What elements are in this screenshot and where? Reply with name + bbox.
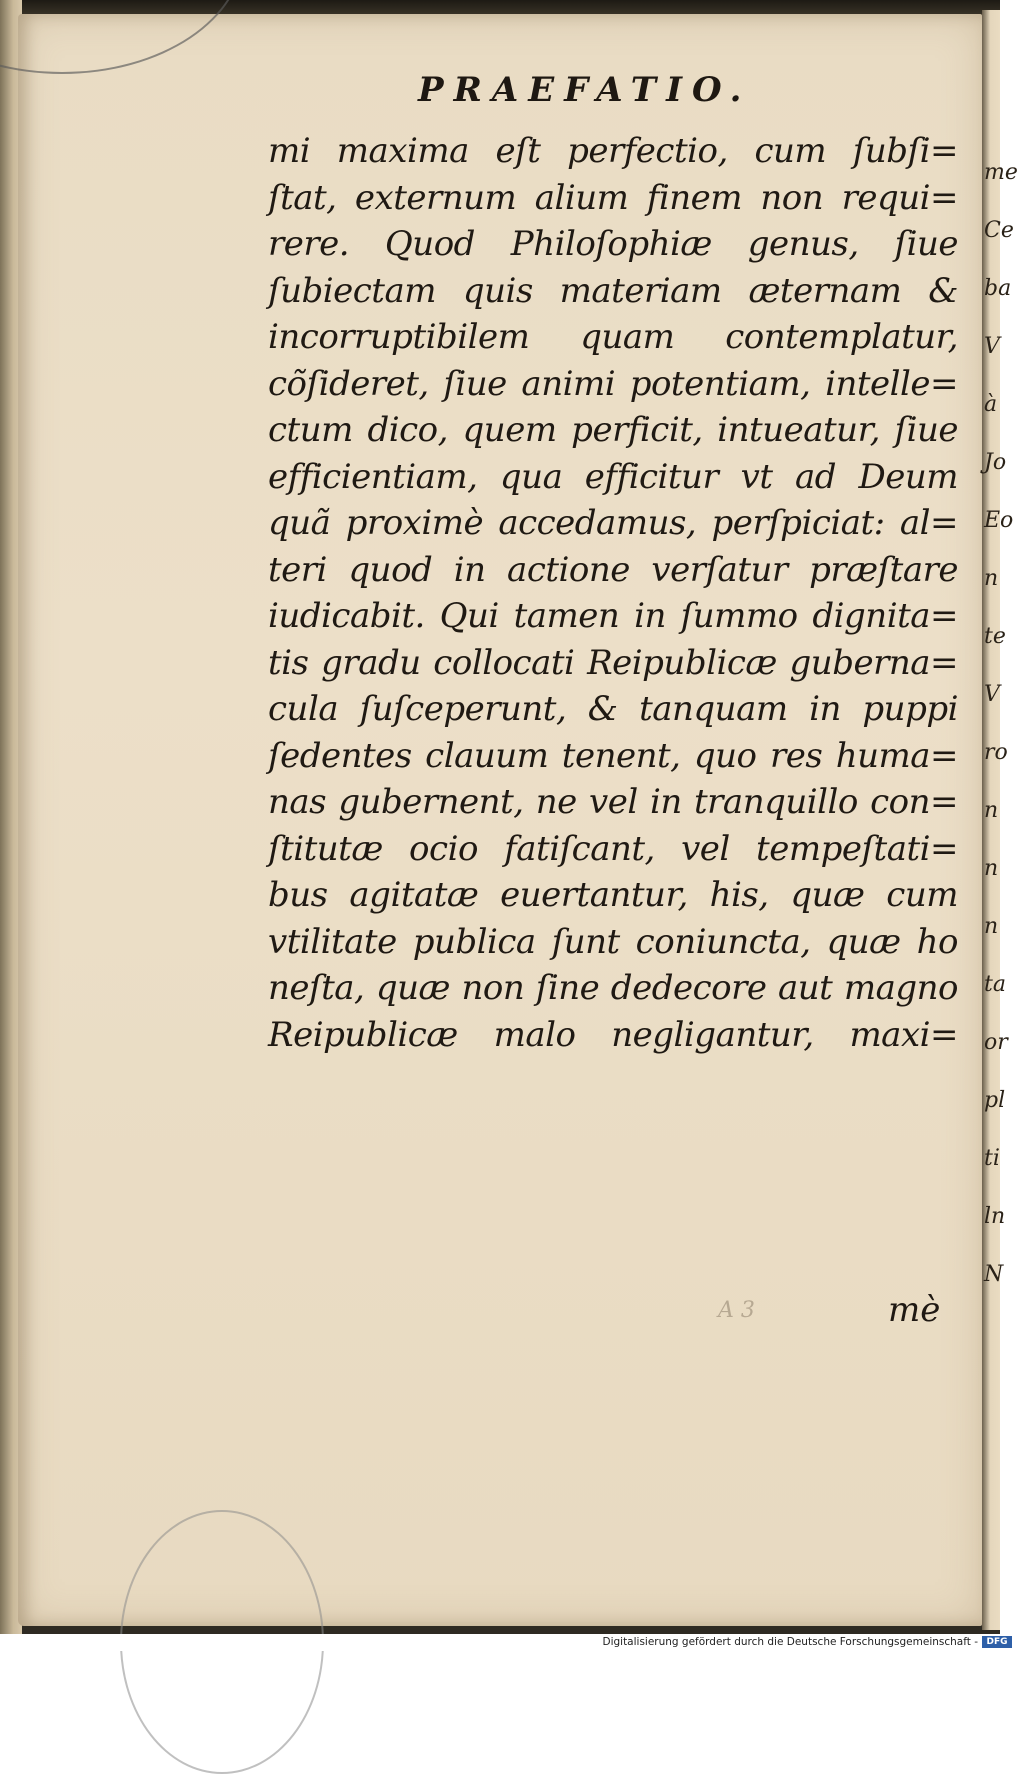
text-line: bus agitatæ euertantur, his, quæ cum [268,875,958,915]
facing-page-fragment: V [984,334,1000,359]
facing-page-fragment: n [984,566,999,591]
text-line: iudicabit. Qui tamen in ſummo dignita= [268,596,958,636]
text-line: nas gubernent, ne vel in tranquillo con= [268,782,958,822]
facing-page-fragment: ln [984,1204,1006,1229]
catchword: mè [888,1290,941,1330]
text-line: ſtitutæ ocio fatiſcant, vel tempeſtati= [268,828,958,869]
running-head: PRAEFATIO. [418,70,752,110]
text-line: tis gradu collocati Reipublicæ guberna= [268,642,958,683]
facing-page-fragment: à [984,392,998,417]
text-line: Reipublicæ malo negligantur, maxi= [268,1014,958,1055]
facing-page-fragment: ta [984,972,1006,997]
facing-page-fragment: ti [984,1146,1000,1171]
text-line: ſubiectam quis materiam æternam & [268,270,958,311]
text-line: vtilitate publica ſunt coniuncta, quæ ho [268,921,958,962]
text-line: cõſideret, ſiue animi potentiam, intelle= [268,363,958,404]
facing-page-fragment: te [984,624,1006,649]
text-line: teri quod in actione verſatur præſtare [268,549,958,590]
facing-page-fragment: ba [984,276,1012,301]
facing-page-fragment: Ce [984,218,1014,243]
text-line: efficientiam, qua efficitur vt ad Deum [268,456,958,497]
text-line: quã proximè accedamus, perſpiciat: al= [268,503,958,543]
text-line: ſtat, externum alium finem non requi= [268,177,958,218]
facing-page-strip [982,10,1018,1630]
dfg-logo: DFG [982,1636,1012,1648]
facing-page-fragment: ro [984,740,1008,765]
facing-page-fragment: n [984,798,999,823]
text-line: neſta, quæ non ſine dedecore aut magno [268,968,958,1008]
text-line: ſedentes clauum tenent, quo res huma= [268,735,958,776]
facing-page-fragment: pl [984,1088,1006,1113]
facing-page-fragment: n [984,856,999,881]
facing-page-fragment: or [984,1030,1008,1055]
facing-page-fragment: V [984,682,1000,707]
facing-page-fragment: me [984,160,1018,185]
text-line: mi maxima eſt perfectio, cum ſubſi= [268,131,958,171]
facing-page-fragment: Eo [984,508,1014,533]
signature-mark: A 3 [718,1298,755,1323]
text-line: ctum dico, quem perficit, intueatur, ſiue [268,410,958,450]
text-block [268,128,958,1058]
facing-page-fragment: Jo [984,450,1007,475]
text-line: incorruptibilem quam contemplatur, [268,317,958,357]
text-line: cula ſuſceperunt, & tanquam in puppi [268,689,958,729]
facing-page-fragment: n [984,914,999,939]
digitization-credit: Digitalisierung gefördert durch die Deutsche Forschungsgemeinschaft - [602,1636,978,1648]
text-line: rere. Quod Philoſophiæ genus, ſiue [268,224,958,264]
facing-page-fragment: N [984,1262,1004,1287]
